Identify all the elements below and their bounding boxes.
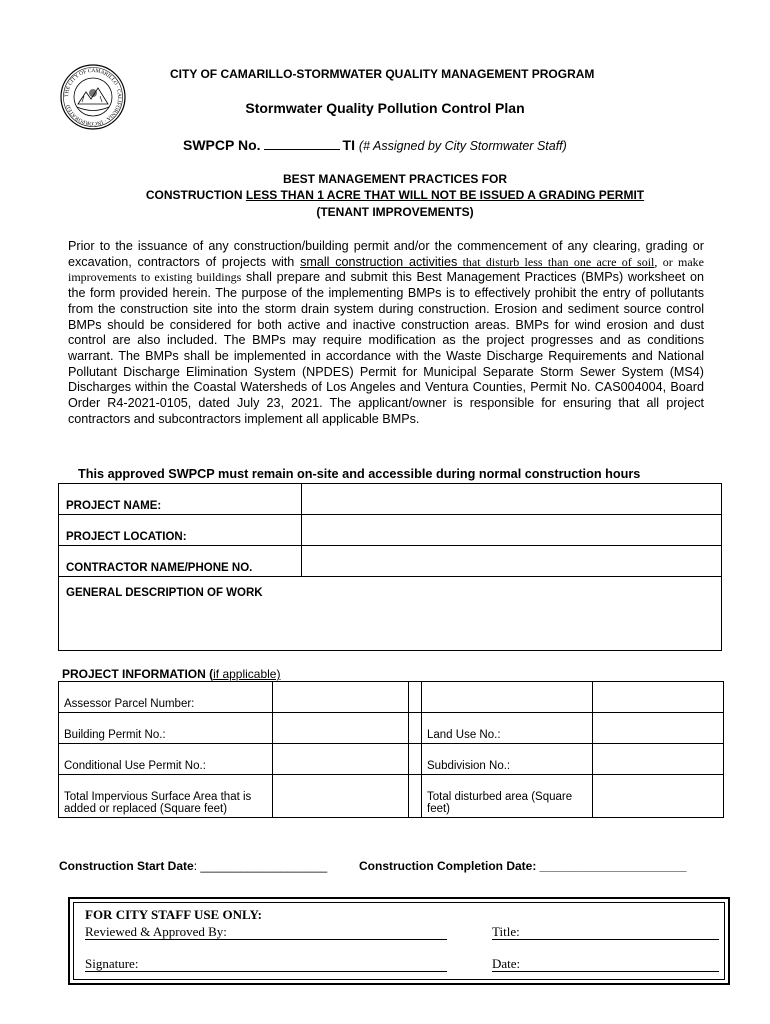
signature-label: Signature: [85,956,139,971]
intro-text-1: Prior to the issuance of any construction/building permit and/or the commencement of any clearing, grading or excavation, contractors of projects with [68,239,704,269]
empty-cell [593,682,724,713]
table-row [59,515,722,546]
project-location-field[interactable] [302,515,722,546]
ti-label: TI [342,137,355,153]
intro-text-2: shall prepare and submit this Best Management Practices (BMPs) worksheet on the form provided herein. The purpose of the implementing BMPs is to effectively prohibit the entry of pollutants from the construction site into the storm drain system during construction. Erosion and sediment source control BMPs should be considered for both active and inactive construction areas. BMPs for wind erosion and dust control are also included. The BMPs may require modification as the project progresses and as conditions warrant. The BMPs shall be implemented in accordance with the Waste Discharge Requirements and National Pollutant Discharge Elimination System (NPDES) Permit for Municipal Separate Storm Sewer System (MS4) Discharges within the Coastal Watersheds of Los Angeles and Ventura Counties, Permit No. CAS004004, Board Order R4-2021-0105, dated July 23, 2021. The applicant/owner is responsible for ensuring that all project contractors and subcontractors implement all applicable BMPs. [68,270,704,426]
table-row [59,713,724,744]
cup-label: Conditional Use Permit No.: [59,744,273,775]
city-staff-box [68,897,730,985]
city-staff-box-inner [73,902,725,980]
spacer-cell [409,744,422,775]
intro-underlined: small construction activities [300,254,458,269]
project-info-note: if applicable) [213,667,281,681]
land-use-field[interactable] [593,713,724,744]
date-line[interactable] [492,971,719,972]
bmp-heading-prefix: CONSTRUCTION [145,188,246,202]
project-info-heading-text: PROJECT INFORMATION ( [62,667,214,681]
start-date-field[interactable] [59,859,327,873]
swpcp-number-line [183,137,567,153]
date-label: Date: [492,956,521,971]
bmp-heading-line2 [0,188,770,202]
project-table [58,483,722,651]
project-name-label: PROJECT NAME: [59,484,302,515]
disturbed-area-field[interactable] [593,775,724,818]
project-info-table [58,681,724,818]
plan-title: Stormwater Quality Pollution Control Plan [245,100,525,116]
contractor-field[interactable] [302,546,722,577]
work-description-field[interactable] [59,577,722,651]
subdivision-field[interactable] [593,744,724,775]
reviewed-label: Reviewed & Approved By: [85,924,227,939]
table-row [59,484,722,515]
apn-label: Assessor Parcel Number: [59,682,273,713]
swpcp-number-field[interactable] [264,137,340,150]
apn-field[interactable] [273,682,409,713]
table-row [59,577,722,651]
spacer-cell [409,682,422,713]
intro-serif-text: , or make improvements to existing buildings [68,254,704,285]
signature-line[interactable] [85,971,447,972]
work-description-label: GENERAL DESCRIPTION OF WORK [66,587,263,599]
staff-heading: FOR CITY STAFF USE ONLY: [85,907,262,922]
project-name-field[interactable] [302,484,722,515]
bmp-heading-underlined: LESS THAN 1 ACRE THAT WILL NOT BE ISSUED A GRADING PERMIT [245,188,645,202]
intro-serif-underlined: that disturb less than one acre of soil [457,254,655,269]
table-row [59,775,724,818]
bmp-heading-line3: (TENANT IMPROVEMENTS) [316,205,474,219]
swpcp-label: SWPCP No. [183,137,261,153]
project-info-heading [62,667,280,681]
contractor-label: CONTRACTOR NAME/PHONE NO. [59,546,302,577]
onsite-notice: This approved SWPCP must remain on-site and accessible during normal construction hours [78,467,641,481]
disturbed-area-label: Total disturbed area (Square feet) [422,775,593,818]
city-seal-logo [60,64,126,130]
program-title: CITY OF CAMARILLO-STORMWATER QUALITY MANAGEMENT PROGRAM [170,67,595,81]
cup-field[interactable] [273,744,409,775]
reviewed-line[interactable] [85,939,447,940]
intro-paragraph [68,239,704,427]
building-permit-field[interactable] [273,713,409,744]
impervious-area-field[interactable] [273,775,409,818]
table-row [59,744,724,775]
land-use-label: Land Use No.: [422,713,593,744]
title-line[interactable] [492,939,719,940]
building-permit-label: Building Permit No.: [59,713,273,744]
table-row [59,546,722,577]
start-date-label: Construction Start Date [59,859,194,873]
subdivision-label: Subdivision No.: [422,744,593,775]
bmp-heading-line1: BEST MANAGEMENT PRACTICES FOR [282,172,507,186]
spacer-cell [409,775,422,818]
impervious-area-label: Total Impervious Surface Area that is added or replaced (Square feet) [59,775,273,818]
spacer-cell [409,713,422,744]
title-label: Title: [492,924,520,939]
table-row [59,682,724,713]
ti-note: (# Assigned by City Stormwater Staff) [358,139,567,153]
svg-text:THE CITY OF CAMARILLO · CALIFO: THE CITY OF CAMARILLO · CALIFORNIA · INCORPORATED [63,67,123,127]
project-location-label: PROJECT LOCATION: [59,515,302,546]
completion-date-field[interactable]: Construction Completion Date: ______________________ [359,859,687,873]
empty-cell [422,682,593,713]
start-date-line: : ___________________ [193,859,328,873]
